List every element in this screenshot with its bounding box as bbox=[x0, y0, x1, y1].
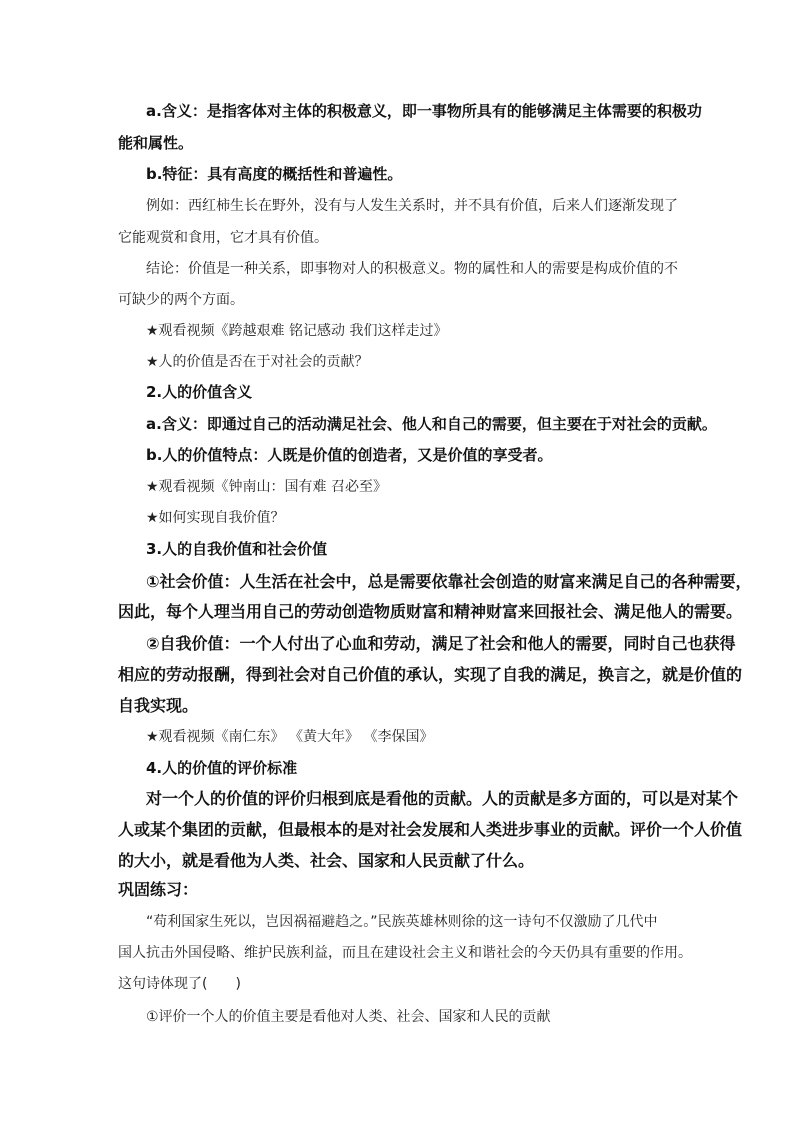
text-line: 结论：价值是一种关系，即事物对人的积极意义。物的属性和人的需要是构成价值的不 bbox=[146, 261, 678, 277]
text-line: a.含义：即通过自己的活动满足社会、他人和自己的需要，但主要在于对社会的贡献。 bbox=[146, 415, 717, 433]
text-line: ★观看视频《跨越艰难 铭记感动 我们这样走过》 bbox=[146, 323, 448, 339]
text-line: 能和属性。 bbox=[118, 134, 194, 152]
text-line: 因此，每个人理当用自己的劳动创造物质财富和精神财富来回报社会、满足他人的需要。 bbox=[118, 602, 743, 621]
section-heading: 2.人的价值含义 bbox=[146, 383, 253, 401]
text-line: a.含义：是指客体对主体的积极意义，即一事物所具有的能够满足主体需要的积极功 bbox=[146, 102, 702, 120]
text-line: ★观看视频《南仁东》 《黄大年》 《李保国》 bbox=[146, 729, 434, 745]
text-line: 它能观赏和食用，它才具有价值。 bbox=[118, 230, 328, 246]
section-heading: 4.人的价值的评价标准 bbox=[146, 759, 298, 777]
text-line: ②自我价值：一个人付出了心血和劳动，满足了社会和他人的需要，同时自己也获得 bbox=[146, 634, 736, 653]
text-line: 相应的劳动报酬，得到社会对自己价值的承认，实现了自我的满足，换言之，就是价值的 bbox=[118, 665, 743, 684]
text-line: 自我实现。 bbox=[118, 696, 199, 715]
text-line: ★观看视频《钟南山：国有难 召必至》 bbox=[146, 479, 387, 495]
text-line: ★如何实现自我价值？ bbox=[146, 510, 285, 526]
text-line: 这句诗体现了( ) bbox=[118, 976, 241, 992]
text-line: ①评价一个人的价值主要是看他对人类、社会、国家和人民的贡献 bbox=[146, 1009, 551, 1025]
text-line: 人或某个集团的贡献，但最根本的是对社会发展和人类进步事业的贡献。评价一个人价值 bbox=[118, 820, 743, 839]
text-line: ★人的价值是否在于对社会的贡献？ bbox=[146, 354, 369, 370]
text-line: b.特征：具有高度的概括性和普遍性。 bbox=[146, 165, 403, 183]
text-line: 的大小，就是看他为人类、社会、国家和人民贡献了什么。 bbox=[118, 851, 535, 870]
text-line: 可缺少的两个方面。 bbox=[118, 292, 244, 308]
text-line: 例如：西红柿生长在野外，没有与人发生关系时，并不具有价值，后来人们逐渐发现了 bbox=[146, 198, 678, 214]
section-heading: 3.人的自我价值和社会价值 bbox=[146, 540, 328, 558]
exercise-heading: 巩固练习： bbox=[118, 880, 199, 899]
text-line: 国人抗击外国侵略、维护民族利益，而且在建设社会主义和谐社会的今天仍具有重要的作用。 bbox=[118, 945, 692, 961]
text-line: 对一个人的价值的评价归根到底是看他的贡献。人的贡献是多方面的，可以是对某个 bbox=[146, 789, 739, 808]
text-line: b.人的价值特点：人既是价值的创造者，又是价值的享受者。 bbox=[146, 446, 553, 464]
text-line: “苟利国家生死以，岂因祸福避趋之。”民族英雄林则徐的这一诗句不仅激励了几代中 bbox=[146, 914, 658, 930]
text-line: ①社会价值：人生活在社会中，总是需要依靠社会创造的财富来满足自己的各种需要， bbox=[146, 572, 752, 591]
